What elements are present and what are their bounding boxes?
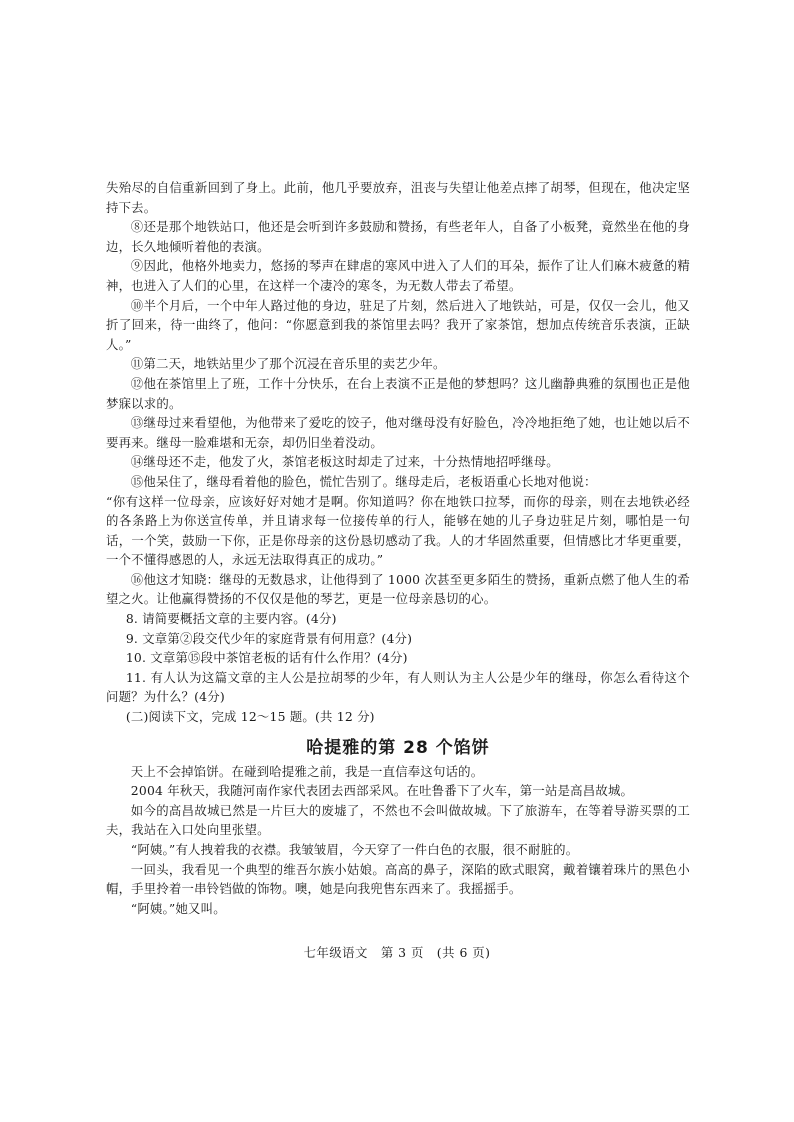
article-paragraph: “阿姨。”她又叫。 (130, 900, 226, 916)
article-paragraph: “阿姨。”有人拽着我的衣襟。我皱皱眉，今天穿了一件白色的衣服，很不耐脏的。 (130, 842, 579, 857)
paragraph-14: ⑭继母还不走，他发了火，茶馆老板这时却走了过来，十分热情地招呼继母。 (130, 454, 559, 470)
paragraph-11: ⑪第二天，地铁站里少了那个沉浸在音乐里的卖艺少年。 (130, 356, 446, 372)
question-9: 9. 文章第②段交代少年的家庭背景有何用意？(4分) (125, 630, 413, 646)
page-footer: 七年级语文 第 3 页 (共 6 页) (303, 945, 491, 960)
paragraph-12: ⑫他在茶馆里上了班，工作十分快乐，在台上表演不正是他的梦想吗？这儿幽静典雅的氛围也正是他梦寐以求的。 (106, 375, 690, 411)
article-paragraph: 一回头，我看见一个典型的维吾尔族小姑娘。高高的鼻子，深陷的欧式眼窝，戴着镶着珠片的黑色小帽，手里拎着一串铃铛做的饰物。噢，她是向我兜售东西来了。我摇摇手。 (106, 861, 690, 897)
article-paragraph: 天上不会掉馅饼。在碰到哈提雅之前，我是一直信奉这句话的。 (130, 763, 484, 779)
question-11: 11. 有人认为这篇文章的主人公是拉胡琴的少年，有人则认为主人公是少年的继母，你怎么看待这个问题？为什么？(4分) (106, 669, 690, 705)
paragraph-10: ⑩半个月后，一个中年人路过他的身边，驻足了片刻，然后进入了地铁站，可是，仅仅一会儿，他又折了回来，待一曲终了，他问：“你愿意到我的茶馆里去吗？我开了家茶馆，想加点传统音乐表演，正缺人。” (106, 297, 690, 352)
question-8: 8. 请简要概括文章的主要内容。(4分) (125, 611, 337, 627)
article-paragraph: 2004 年秋天，我随河南作家代表团去西部采风。在吐鲁番下了火车，第一站是高昌故城。 (130, 783, 634, 799)
paragraph-16: ⑯他这才知晓：继母的无数恳求，让他得到了 1000 次甚至更多陌生的赞扬，重新点燃了他人生的希望之火。让他赢得赞扬的不仅仅是他的琴艺，更是一位母亲恳切的心。 (106, 571, 690, 607)
question-10: 10. 文章第⑮段中茶馆老板的话有什么作用？(4分) (125, 650, 408, 666)
paragraph-9: ⑨因此，他格外地卖力，悠扬的琴声在肆虐的寒风中进入了人们的耳朵，振作了让人们麻木疲惫的精神，也进入了人们的心里，在这样一个凄冷的寒冬，为无数人带去了希望。 (106, 258, 690, 293)
paragraph-continued: 失殆尽的自信重新回到了身上。此前，他几乎要放弃，沮丧与失望让他差点摔了胡琴，但现在，他决定坚持下去。 (106, 180, 690, 215)
section-intro: (二)阅读下文，完成 12～15 题。(共 12 分) (125, 709, 375, 725)
paragraph-13: ⑬继母过来看望他，为他带来了爱吃的饺子，他对继母没有好脸色，冷冷地拒绝了她，也让她以后不要再来。继母一脸难堪和无奈，却仍旧坐着没动。 (106, 415, 690, 450)
paragraph-15: ⑮他呆住了，继母看着他的脸色，慌忙告别了。继母走后，老板语重心长地对他说： (130, 473, 597, 489)
paragraph-8: ⑧还是那个地铁站口，他还是会听到许多鼓励和赞扬，有些老年人，自备了小板凳，竟然坐在他的身边，长久地倾听着他的表演。 (106, 219, 690, 254)
article-title: 哈提雅的第 28 个馅饼 (306, 737, 490, 758)
paragraph-15-quote: “你有这样一位母亲，应该好好对她才是啊。你知道吗？你在地铁口拉琴，而你的母亲，则在去地铁必经的各条路上为你送宣传单，并且请求每一位接传单的行人，能够在她的儿子身边驻足片刻，哪怕是一句话，一个笑，鼓励一下你，正是你母亲的这份恳切感动了我。人的才华固然重要，但情感比才华更重要，一个不懂得感恩的人，永远无法取得真正的成功。” (106, 493, 690, 568)
document-page (106, 178, 690, 918)
article-paragraph: 如今的高昌故城已然是一片巨大的废墟了，不然也不会叫做故城。下了旅游车，在等着导游买票的工夫，我站在入口处向里张望。 (106, 802, 690, 838)
